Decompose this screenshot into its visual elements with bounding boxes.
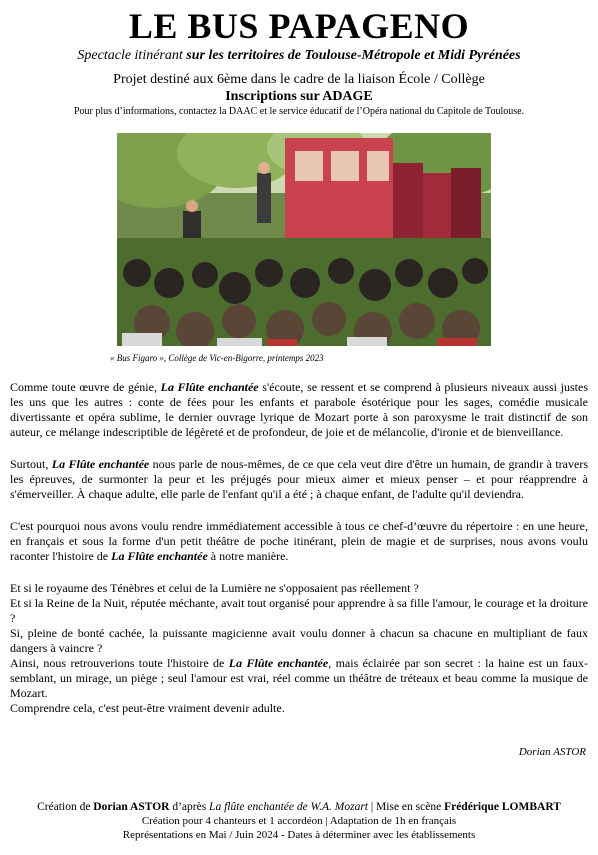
- work-title: La Flûte enchantée: [111, 549, 208, 563]
- work-title: La Flûte enchantée: [228, 656, 329, 670]
- director-name: Frédérique LOMBART: [444, 801, 561, 813]
- text-run: d’après: [169, 801, 210, 813]
- paragraph-4-line-4: [10, 656, 588, 701]
- work-reference: La flûte enchantée de W.A. Mozart: [209, 801, 368, 813]
- work-title: La Flûte enchantée: [51, 457, 150, 471]
- paragraph-2: [10, 457, 588, 502]
- text-run: Surtout,: [10, 457, 52, 471]
- article-body: [10, 380, 588, 716]
- text-run: | Mise en scène: [368, 801, 445, 813]
- paragraph-3: [10, 519, 588, 564]
- credits-line-3: Représentations en Mai / Juin 2024 - Dates à déterminer avec les établissements: [122, 829, 476, 841]
- project-line: Projet destiné aux 6ème dans le cadre de la liaison École / Collège: [113, 72, 485, 87]
- credits: [0, 800, 598, 842]
- text-run: à notre manière.: [207, 549, 289, 563]
- paragraph-4-line-5: Comprendre cela, c'est peut-être vraiment devenir adulte.: [10, 701, 285, 715]
- credits-line-1: [0, 800, 598, 814]
- paragraph-4-line-2: Et si la Reine de la Nuit, réputée méchante, avait tout organisé pour apprendre à sa fille l'amour, le courage et la droiture ?: [10, 596, 588, 625]
- subtitle-territories: sur les territoires de Toulouse-Métropole et Midi Pyrénées: [186, 48, 521, 63]
- subtitle: [0, 48, 598, 64]
- text-run: C'est pourquoi nous avons voulu rendre immédiatement accessible à tous ce chef-d’œuvre du répertoire : en une heure, en français et sous la forme d'un petit théâtre de poche itinérant, plein de magie et de surprises, nous avons voulu raconter l'histoire de: [10, 519, 588, 563]
- page-title: LE BUS PAPAGENO: [128, 6, 470, 46]
- text-run: Comme toute œuvre de génie,: [10, 380, 161, 394]
- credits-line-2: Création pour 4 chanteurs et 1 accordéon | Adaptation de 1h en français: [141, 815, 457, 827]
- text-run: , mais éclairée par son secret : la haine est un faux-semblant, un mirage, un piège ; seul l'amour est vrai, réel comme un théâtre de tréteaux et beau comme la musique de Mozart.: [10, 656, 589, 700]
- work-title: La Flûte enchantée: [160, 380, 259, 394]
- paragraph-4-line-1: Et si le royaume des Ténèbres et celui de la Lumière ne s'opposaient pas réellement ?: [10, 581, 419, 595]
- photo-caption: « Bus Figaro », Collège de Vic-en-Bigorre, printemps 2023: [110, 353, 324, 363]
- author-name: Dorian ASTOR: [93, 801, 170, 813]
- text-run: Création de: [37, 801, 94, 813]
- subtitle-prefix: Spectacle itinérant: [77, 48, 183, 63]
- paragraph-1: [10, 380, 588, 440]
- inscriptions-line: Inscriptions sur ADAGE: [225, 89, 373, 104]
- text-run: s'écoute, se ressent et se comprend à plusieurs niveaux aussi justes les uns que les autres : conte de fées pour les enfants et parabole ésotérique pour les sages, comédie musicale divertissante et opéra sublime, le dernier ouvrage lyrique de Mozart porte à son paroxysme le trait distinctif de son auteur, ce mélange indescriptible de légèreté et de profondeur, de joie et de mélancolie, d'ironie et de bienveillance.: [10, 380, 589, 439]
- contact-line: Pour plus d’informations, contactez la DAAC et le service éducatif de l’Opéra national du Capitole de Toulouse.: [73, 106, 525, 117]
- author-signature: Dorian ASTOR: [518, 746, 586, 758]
- text-run: nous parle de nous-mêmes, de ce que cela veut dire d'être un humain, de grandir à travers les épreuves, de surmonter la peur et les préjugés pour mieux aimer et mieux penser – et pour réapprendre à s'émerveiller. À chaque adulte, elle parle de l'enfant qu'il a été ; à chaque enfant, de l'adulte qu'il deviendra.: [10, 457, 588, 501]
- performance-photo: [117, 133, 491, 346]
- paragraph-4-line-3: Si, pleine de bonté cachée, la puissante magicienne avait voulu donner à chacun sa chacune en multipliant de faux dangers à vaincre ?: [10, 626, 588, 655]
- text-run: Ainsi, nous retrouverions toute l'histoire de: [10, 656, 229, 670]
